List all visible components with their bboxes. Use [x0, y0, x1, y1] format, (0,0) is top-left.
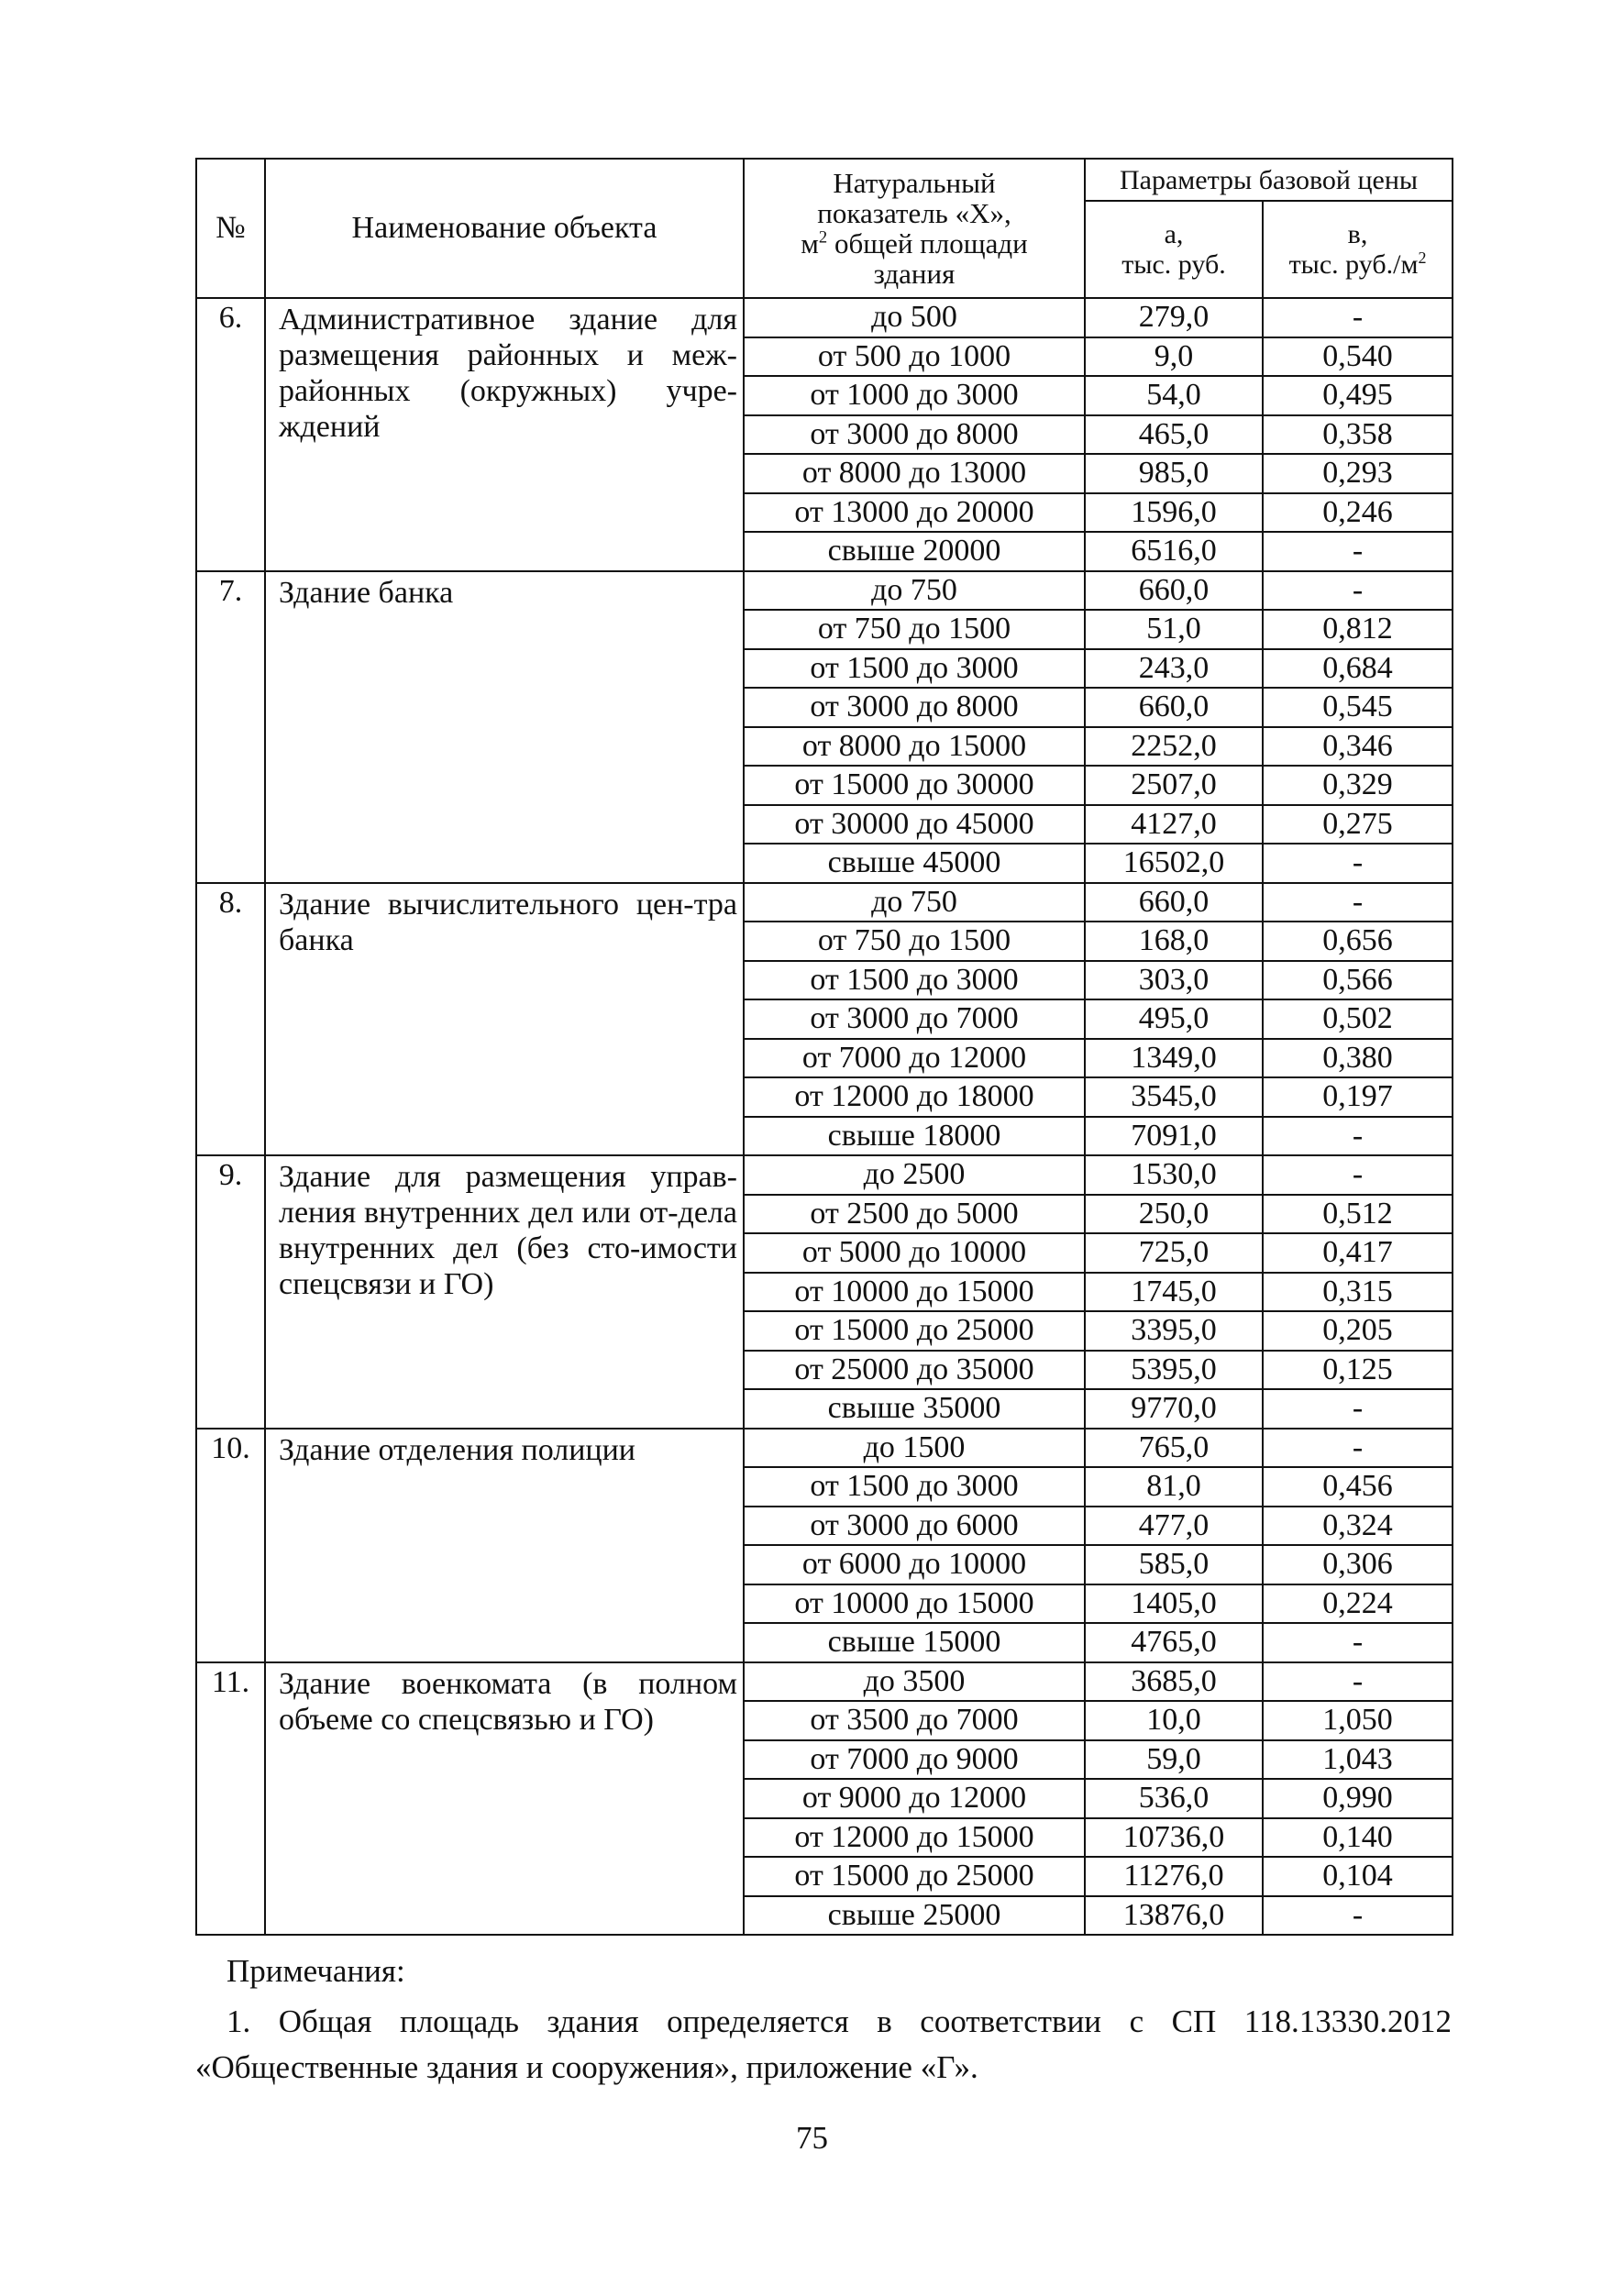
base-price-a: 10,0: [1085, 1701, 1263, 1740]
base-price-b: 0,812: [1263, 610, 1453, 649]
base-price-a: 465,0: [1085, 415, 1263, 455]
table-row: [196, 883, 1453, 922]
base-price-a: 168,0: [1085, 922, 1263, 961]
base-price-a: 9770,0: [1085, 1389, 1263, 1429]
header-name: Наименование объекта: [265, 159, 744, 298]
table-row: [196, 571, 1453, 611]
area-range: от 30000 до 45000: [744, 805, 1085, 844]
area-range: от 3000 до 8000: [744, 415, 1085, 455]
base-price-b: 0,224: [1263, 1584, 1453, 1624]
area-range: от 3500 до 7000: [744, 1701, 1085, 1740]
base-price-b: 0,306: [1263, 1545, 1453, 1584]
base-price-b: 0,566: [1263, 961, 1453, 1000]
base-price-b: 0,417: [1263, 1233, 1453, 1273]
base-price-a: 9,0: [1085, 337, 1263, 377]
area-range: от 1000 до 3000: [744, 376, 1085, 415]
area-range: от 500 до 1000: [744, 337, 1085, 377]
group-number: 7.: [196, 571, 265, 883]
base-price-b: 0,495: [1263, 376, 1453, 415]
base-price-a: 81,0: [1085, 1467, 1263, 1507]
area-range: свыше 45000: [744, 844, 1085, 883]
base-price-a: 279,0: [1085, 298, 1263, 337]
area-range: свыше 35000: [744, 1389, 1085, 1429]
base-price-a: 303,0: [1085, 961, 1263, 1000]
area-range: от 1500 до 3000: [744, 1467, 1085, 1507]
header-col-b: в, тыс. $руб./м^2$: [1263, 201, 1453, 298]
base-price-b: 0,545: [1263, 688, 1453, 727]
base-price-a: 54,0: [1085, 376, 1263, 415]
base-price-b: 0,197: [1263, 1077, 1453, 1117]
area-range: от 13000 до 20000: [744, 493, 1085, 533]
base-price-b: -: [1263, 844, 1453, 883]
base-price-b: 0,104: [1263, 1857, 1453, 1896]
base-price-b: -: [1263, 1662, 1453, 1702]
area-range: от 2500 до 5000: [744, 1195, 1085, 1234]
base-price-b: 0,315: [1263, 1273, 1453, 1312]
area-range: до 750: [744, 571, 1085, 611]
base-price-b: 0,140: [1263, 1818, 1453, 1858]
base-price-a: 585,0: [1085, 1545, 1263, 1584]
base-price-b: 0,346: [1263, 727, 1453, 767]
notes-title: Примечания:: [226, 1953, 405, 1989]
base-price-b: 0,512: [1263, 1195, 1453, 1234]
base-price-b: 0,246: [1263, 493, 1453, 533]
area-range: от 6000 до 10000: [744, 1545, 1085, 1584]
header-num: №: [196, 159, 265, 298]
base-price-a: 536,0: [1085, 1779, 1263, 1818]
base-price-b: -: [1263, 883, 1453, 922]
base-price-a: 660,0: [1085, 883, 1263, 922]
base-price-b: -: [1263, 1429, 1453, 1468]
base-price-b: 1,043: [1263, 1740, 1453, 1780]
base-price-a: 660,0: [1085, 571, 1263, 611]
group-number: 8.: [196, 883, 265, 1156]
area-range: от 1500 до 3000: [744, 649, 1085, 689]
object-name: Здание вычислительного цен-тра банка: [265, 883, 744, 1156]
area-range: от 9000 до 12000: [744, 1779, 1085, 1818]
base-price-a: 11276,0: [1085, 1857, 1263, 1896]
area-range: от 8000 до 15000: [744, 727, 1085, 767]
table-row: [196, 1429, 1453, 1468]
base-price-b: 0,502: [1263, 999, 1453, 1039]
base-price-b: -: [1263, 1623, 1453, 1662]
object-name: Здание банка: [265, 571, 744, 883]
base-price-a: 3395,0: [1085, 1311, 1263, 1351]
base-price-b: -: [1263, 298, 1453, 337]
table-header: [196, 159, 1453, 298]
area-range: от 750 до 1500: [744, 610, 1085, 649]
base-price-b: 0,324: [1263, 1507, 1453, 1546]
area-range: от 15000 до 30000: [744, 766, 1085, 805]
area-range: от 10000 до 15000: [744, 1273, 1085, 1312]
area-range: свыше 20000: [744, 532, 1085, 571]
base-price-b: 0,456: [1263, 1467, 1453, 1507]
base-price-a: 4765,0: [1085, 1623, 1263, 1662]
area-range: от 3000 до 7000: [744, 999, 1085, 1039]
base-price-b: 0,293: [1263, 454, 1453, 493]
area-range: от 3000 до 8000: [744, 688, 1085, 727]
area-range: от 8000 до 13000: [744, 454, 1085, 493]
base-price-a: 7091,0: [1085, 1117, 1263, 1156]
note-1-continuation: «Общественные здания и сооружения», приложение «Г».: [195, 2049, 978, 2085]
base-price-b: -: [1263, 1896, 1453, 1936]
base-price-b: -: [1263, 1155, 1453, 1195]
area-range: до 2500: [744, 1155, 1085, 1195]
table-row: [196, 1662, 1453, 1702]
base-price-a: 3545,0: [1085, 1077, 1263, 1117]
area-range: от 12000 до 15000: [744, 1818, 1085, 1858]
base-price-a: 660,0: [1085, 688, 1263, 727]
base-price-a: 477,0: [1085, 1507, 1263, 1546]
area-range: до 500: [744, 298, 1085, 337]
note-1: 1. Общая площадь здания определяется в соответствии с СП 118.13330.2012: [226, 2004, 1452, 2039]
base-price-b: 0,656: [1263, 922, 1453, 961]
table-body: [196, 298, 1453, 1935]
base-price-a: 16502,0: [1085, 844, 1263, 883]
area-range: от 15000 до 25000: [744, 1857, 1085, 1896]
area-range: от 3000 до 6000: [744, 1507, 1085, 1546]
base-price-a: 5395,0: [1085, 1351, 1263, 1390]
object-name: Здание военкомата (в полном объеме со спецсвязью и ГО): [265, 1662, 744, 1936]
header-natural: Натуральный показатель «X», $м^2$ общей площади здания: [744, 159, 1085, 298]
base-price-a: 1530,0: [1085, 1155, 1263, 1195]
area-range: свыше 15000: [744, 1623, 1085, 1662]
area-range: от 7000 до 9000: [744, 1740, 1085, 1780]
base-price-a: 243,0: [1085, 649, 1263, 689]
base-price-a: 725,0: [1085, 1233, 1263, 1273]
page-number: 75: [796, 2120, 828, 2156]
group-number: 6.: [196, 298, 265, 571]
base-price-a: 495,0: [1085, 999, 1263, 1039]
group-number: 9.: [196, 1155, 265, 1429]
base-price-b: 0,380: [1263, 1039, 1453, 1078]
header-col-a: а, тыс. руб.: [1085, 201, 1263, 298]
base-price-b: 0,540: [1263, 337, 1453, 377]
base-price-b: -: [1263, 1117, 1453, 1156]
base-price-b: 1,050: [1263, 1701, 1453, 1740]
area-range: до 1500: [744, 1429, 1085, 1468]
base-price-a: 3685,0: [1085, 1662, 1263, 1702]
area-range: от 750 до 1500: [744, 922, 1085, 961]
object-name: Здание отделения полиции: [265, 1429, 744, 1662]
base-price-a: 2252,0: [1085, 727, 1263, 767]
base-price-b: 0,125: [1263, 1351, 1453, 1390]
base-price-b: -: [1263, 1389, 1453, 1429]
area-range: свыше 18000: [744, 1117, 1085, 1156]
group-number: 11.: [196, 1662, 265, 1936]
base-price-a: 4127,0: [1085, 805, 1263, 844]
base-price-b: 0,684: [1263, 649, 1453, 689]
base-price-a: 1596,0: [1085, 493, 1263, 533]
group-number: 10.: [196, 1429, 265, 1662]
object-name: Здание для размещения управ-ления внутренних дел или от-дела внутренних дел (без сто-имости спецсвязи и ГО): [265, 1155, 744, 1429]
area-range: от 7000 до 12000: [744, 1039, 1085, 1078]
base-price-a: 51,0: [1085, 610, 1263, 649]
base-price-a: 1745,0: [1085, 1273, 1263, 1312]
base-price-a: 6516,0: [1085, 532, 1263, 571]
table-row: [196, 298, 1453, 337]
table-row: [196, 1155, 1453, 1195]
price-table: [195, 158, 1453, 1936]
area-range: от 15000 до 25000: [744, 1311, 1085, 1351]
area-range: свыше 25000: [744, 1896, 1085, 1936]
base-price-a: 765,0: [1085, 1429, 1263, 1468]
base-price-a: 1405,0: [1085, 1584, 1263, 1624]
base-price-b: 0,990: [1263, 1779, 1453, 1818]
base-price-b: 0,358: [1263, 415, 1453, 455]
base-price-a: 59,0: [1085, 1740, 1263, 1780]
base-price-a: 985,0: [1085, 454, 1263, 493]
base-price-a: 13876,0: [1085, 1896, 1263, 1936]
base-price-a: 2507,0: [1085, 766, 1263, 805]
base-price-a: 250,0: [1085, 1195, 1263, 1234]
base-price-b: 0,275: [1263, 805, 1453, 844]
base-price-a: 1349,0: [1085, 1039, 1263, 1078]
area-range: до 3500: [744, 1662, 1085, 1702]
header-params: Параметры базовой цены: [1085, 159, 1453, 201]
area-range: от 25000 до 35000: [744, 1351, 1085, 1390]
base-price-b: -: [1263, 571, 1453, 611]
area-range: от 5000 до 10000: [744, 1233, 1085, 1273]
base-price-a: 10736,0: [1085, 1818, 1263, 1858]
object-name: Административное здание для размещения районных и меж-районных (окружных) учре-ждений: [265, 298, 744, 571]
area-range: до 750: [744, 883, 1085, 922]
area-range: от 12000 до 18000: [744, 1077, 1085, 1117]
area-range: от 1500 до 3000: [744, 961, 1085, 1000]
area-range: от 10000 до 15000: [744, 1584, 1085, 1624]
base-price-b: 0,329: [1263, 766, 1453, 805]
base-price-b: 0,205: [1263, 1311, 1453, 1351]
base-price-b: -: [1263, 532, 1453, 571]
